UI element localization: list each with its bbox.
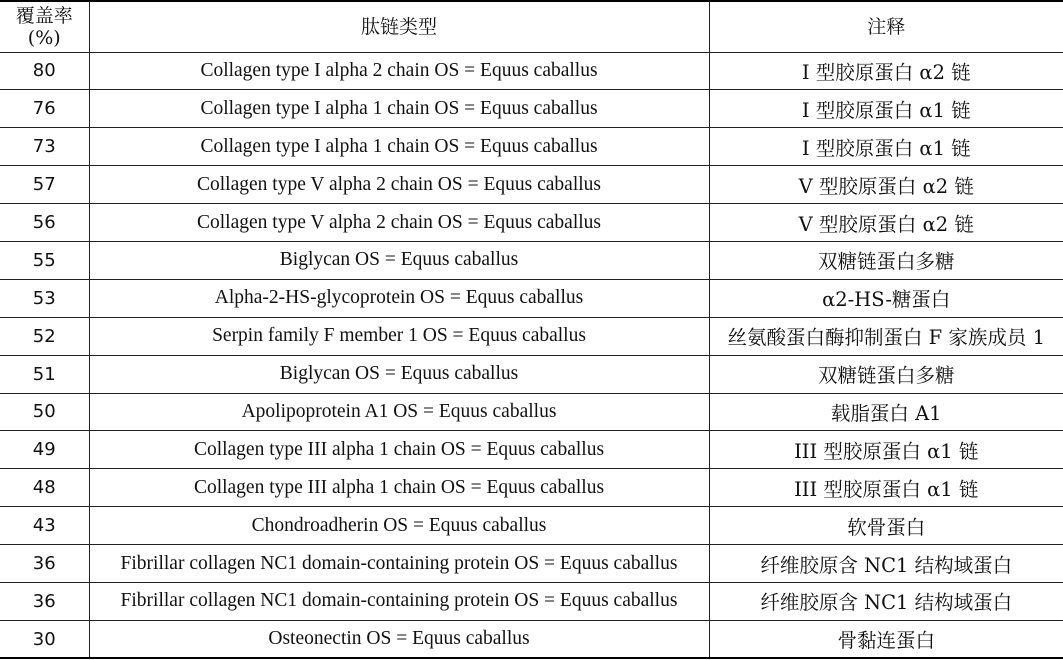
table-header-row — [0, 1, 1063, 52]
cell-note: I 型胶原蛋白 α1 链 — [709, 128, 1063, 166]
cell-type: Collagen type I alpha 2 chain OS = Equus caballus — [89, 52, 709, 90]
cell-coverage: 56 — [0, 204, 89, 242]
table-row — [0, 279, 1063, 317]
table-row — [0, 620, 1063, 658]
header-coverage-line2: (%) — [27, 26, 61, 49]
header-coverage — [0, 1, 89, 52]
cell-coverage: 49 — [0, 431, 89, 469]
table-row — [0, 431, 1063, 469]
cell-coverage: 53 — [0, 279, 89, 317]
cell-type: Collagen type I alpha 1 chain OS = Equus caballus — [89, 90, 709, 128]
cell-coverage: 50 — [0, 393, 89, 431]
table-row — [0, 241, 1063, 279]
cell-type: Biglycan OS = Equus caballus — [89, 355, 709, 393]
cell-coverage: 80 — [0, 52, 89, 90]
cell-note: I 型胶原蛋白 α2 链 — [709, 52, 1063, 90]
cell-type: Apolipoprotein A1 OS = Equus caballus — [89, 393, 709, 431]
cell-type: Chondroadherin OS = Equus caballus — [89, 507, 709, 545]
table-row — [0, 128, 1063, 166]
cell-note: V 型胶原蛋白 α2 链 — [709, 166, 1063, 204]
table-row — [0, 166, 1063, 204]
cell-type: Fibrillar collagen NC1 domain-containing protein OS = Equus caballus — [89, 545, 709, 583]
cell-coverage: 55 — [0, 241, 89, 279]
cell-note: 丝氨酸蛋白酶抑制蛋白 F 家族成员 1 — [709, 317, 1063, 355]
table-body — [0, 52, 1063, 658]
cell-type: Osteonectin OS = Equus caballus — [89, 620, 709, 658]
table-row — [0, 204, 1063, 242]
cell-coverage: 30 — [0, 620, 89, 658]
cell-type: Fibrillar collagen NC1 domain-containing protein OS = Equus caballus — [89, 582, 709, 620]
cell-type: Collagen type V alpha 2 chain OS = Equus caballus — [89, 204, 709, 242]
cell-coverage: 48 — [0, 469, 89, 507]
table-row — [0, 507, 1063, 545]
table-row — [0, 469, 1063, 507]
cell-coverage: 76 — [0, 90, 89, 128]
cell-type: Alpha-2-HS-glycoprotein OS = Equus caballus — [89, 279, 709, 317]
cell-note: I 型胶原蛋白 α1 链 — [709, 90, 1063, 128]
cell-note: 软骨蛋白 — [709, 507, 1063, 545]
cell-coverage: 36 — [0, 545, 89, 583]
cell-type: Collagen type V alpha 2 chain OS = Equus caballus — [89, 166, 709, 204]
cell-note: 骨黏连蛋白 — [709, 620, 1063, 658]
cell-coverage: 51 — [0, 355, 89, 393]
cell-note: III 型胶原蛋白 α1 链 — [709, 469, 1063, 507]
table-row — [0, 90, 1063, 128]
cell-type: Collagen type III alpha 1 chain OS = Equus caballus — [89, 431, 709, 469]
cell-type: Collagen type I alpha 1 chain OS = Equus caballus — [89, 128, 709, 166]
header-coverage-line1: 覆盖率 — [15, 4, 73, 27]
cell-coverage: 57 — [0, 166, 89, 204]
cell-coverage: 52 — [0, 317, 89, 355]
cell-note: 纤维胶原含 NC1 结构域蛋白 — [709, 545, 1063, 583]
cell-coverage: 36 — [0, 582, 89, 620]
cell-note: 载脂蛋白 A1 — [709, 393, 1063, 431]
table-row — [0, 582, 1063, 620]
cell-note: V 型胶原蛋白 α2 链 — [709, 204, 1063, 242]
header-note: 注释 — [709, 1, 1063, 52]
cell-type: Collagen type III alpha 1 chain OS = Equus caballus — [89, 469, 709, 507]
cell-note: 双糖链蛋白多糖 — [709, 241, 1063, 279]
cell-note: α2-HS-糖蛋白 — [709, 279, 1063, 317]
cell-note: 纤维胶原含 NC1 结构域蛋白 — [709, 582, 1063, 620]
table-row — [0, 393, 1063, 431]
cell-type: Biglycan OS = Equus caballus — [89, 241, 709, 279]
table-row — [0, 317, 1063, 355]
table-row — [0, 545, 1063, 583]
cell-type: Serpin family F member 1 OS = Equus caballus — [89, 317, 709, 355]
cell-coverage: 73 — [0, 128, 89, 166]
table-row — [0, 355, 1063, 393]
table-row — [0, 52, 1063, 90]
header-type: 肽链类型 — [89, 1, 709, 52]
cell-coverage: 43 — [0, 507, 89, 545]
cell-note: III 型胶原蛋白 α1 链 — [709, 431, 1063, 469]
cell-note: 双糖链蛋白多糖 — [709, 355, 1063, 393]
